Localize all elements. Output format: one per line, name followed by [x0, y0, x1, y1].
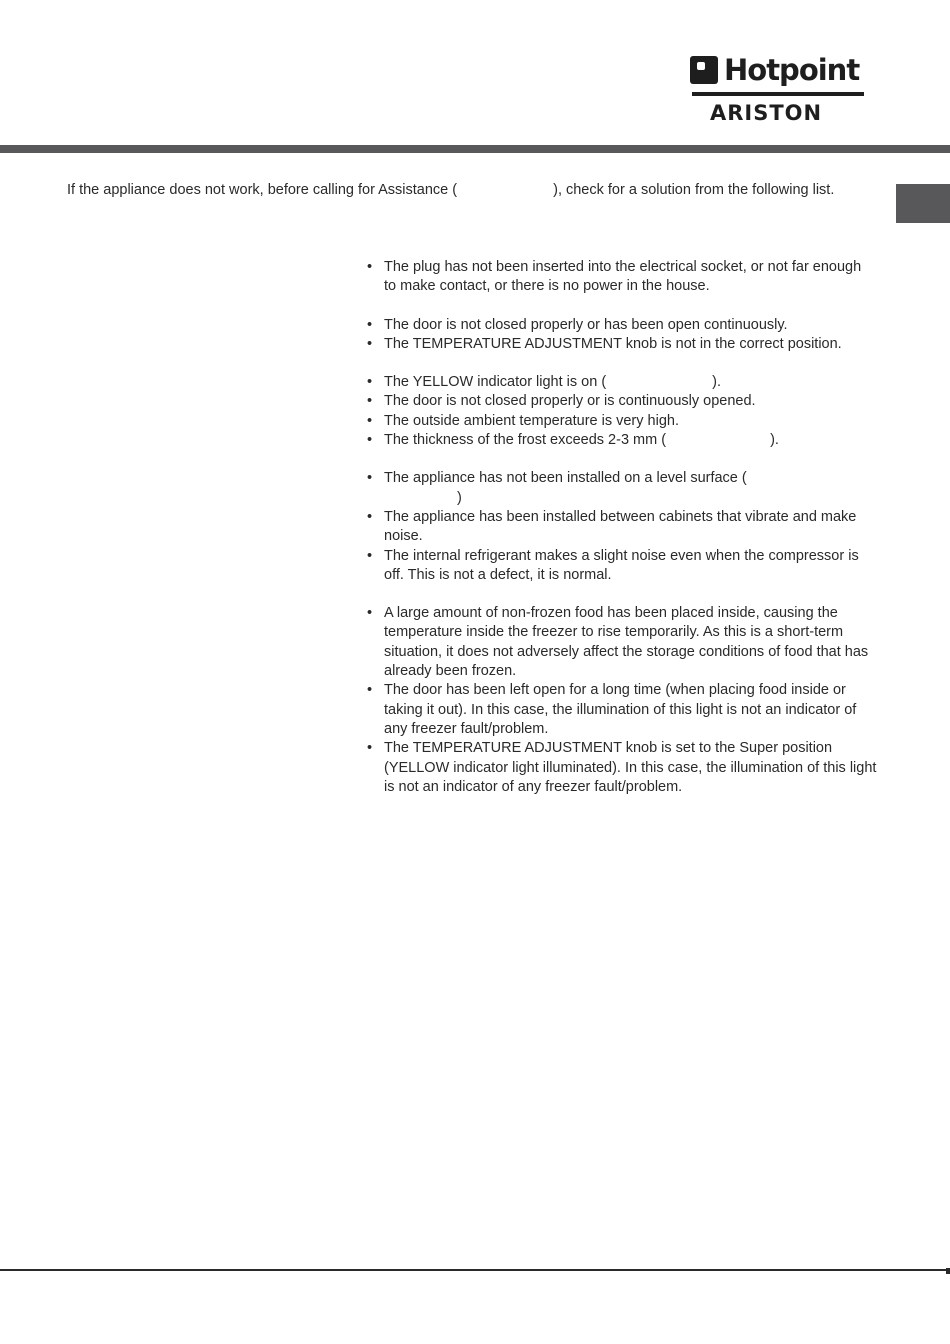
footer-tick	[946, 1268, 950, 1274]
list-item: • The TEMPERATURE ADJUSTMENT knob is not in the correct position.	[367, 335, 877, 354]
list-item: • A large amount of non-frozen food has been placed inside, causing the temperature inside the freezer to rise temporarily. As this is a short-term situation, it does not adversely affect the storage conditions of food that has already been frozen.	[367, 604, 877, 681]
intro-text	[67, 182, 834, 198]
list-item: • The YELLOW indicator light is on ( ).	[367, 373, 877, 392]
intro-after: ), check for a solution from the following list.	[553, 182, 835, 198]
list-item: • The door is not closed properly or has been open continuously.	[367, 316, 877, 335]
intro-before: If the appliance does not work, before calling for Assistance (	[67, 182, 458, 198]
list-item: • The outside ambient temperature is very high.	[367, 412, 877, 431]
list-item: • The internal refrigerant makes a slight noise even when the compressor is off. This is not a defect, it is normal.	[367, 547, 877, 586]
hotpoint-logo-icon	[690, 56, 718, 84]
header-band	[0, 145, 950, 153]
list-item: • The door has been left open for a long time (when placing food inside or taking it out). In this case, the illumination of this light is not an indicator of any freezer fault/problem.	[367, 681, 877, 739]
logo-divider	[692, 92, 864, 96]
list-item: • The appliance has not been installed on a level surface ( )	[367, 469, 877, 508]
list-item: • The TEMPERATURE ADJUSTMENT knob is set to the Super position (YELLOW indicator light illuminated). In this case, the illumination of this light is not an indicator of any freezer fault/problem.	[367, 739, 877, 797]
footer-rule	[0, 1269, 950, 1271]
brand-subname: ARISTON	[710, 101, 823, 125]
list-item: • The plug has not been inserted into the electrical socket, or not far enough to make contact, or there is no power in the house.	[367, 258, 877, 297]
list-item: • The thickness of the frost exceeds 2-3 mm ( ).	[367, 431, 877, 450]
brand-name: Hotpoint	[724, 53, 860, 87]
brand-logo	[690, 50, 865, 130]
troubleshooting-list	[367, 258, 877, 797]
section-tab	[896, 184, 950, 223]
list-item: • The door is not closed properly or is continuously opened.	[367, 392, 877, 411]
list-item: • The appliance has been installed between cabinets that vibrate and make noise.	[367, 508, 877, 547]
